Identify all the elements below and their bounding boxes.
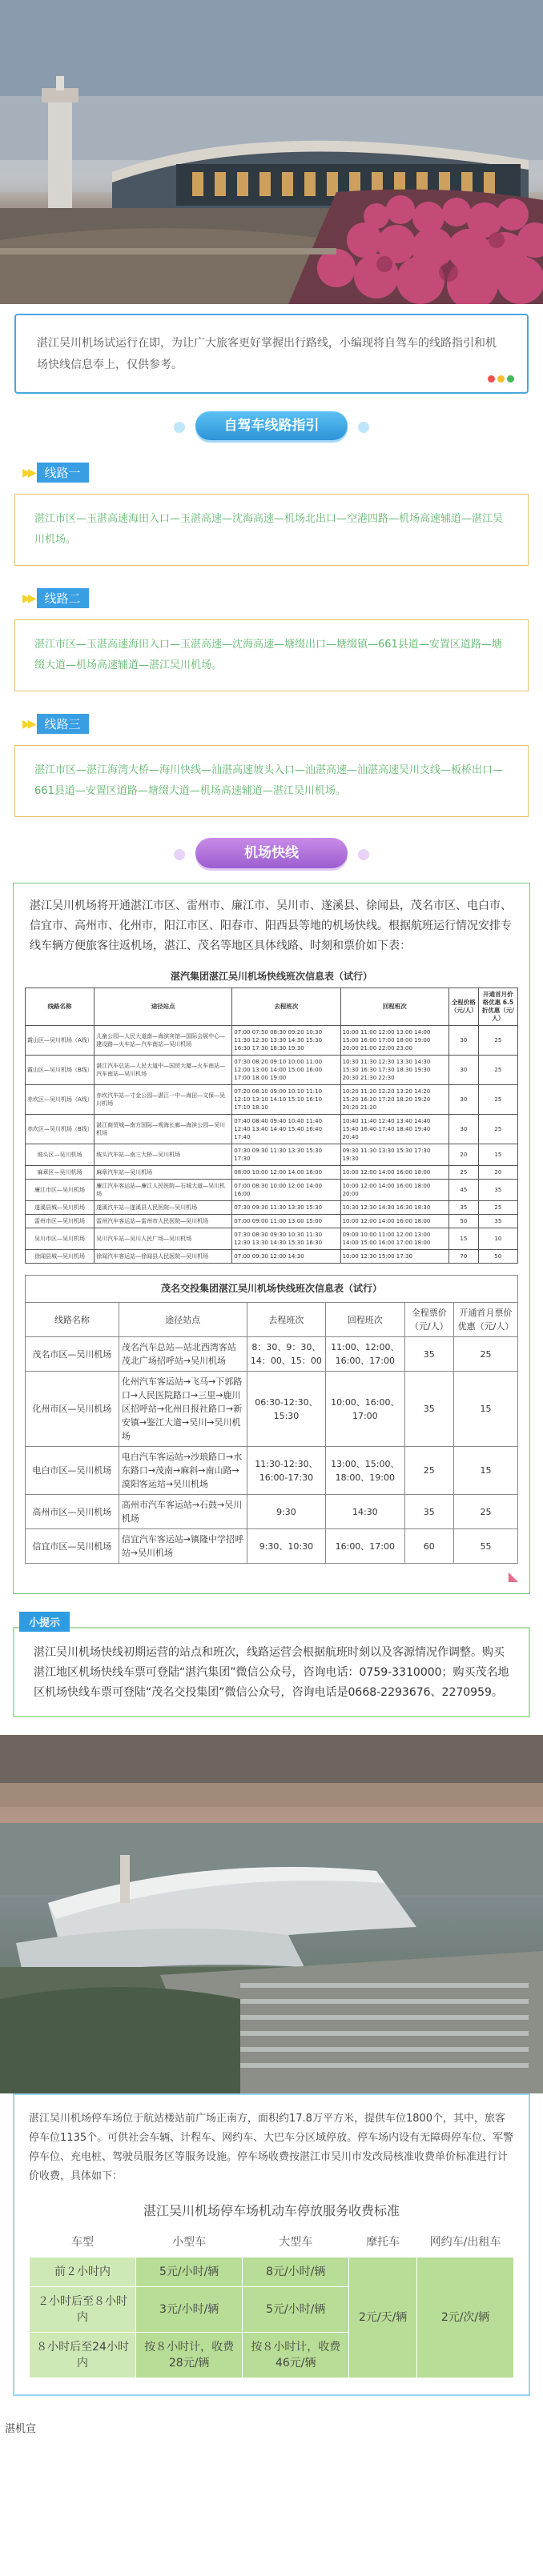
table-row <box>26 1201 518 1215</box>
table-cell: 廉江市区—吴川机场 <box>26 1180 95 1201</box>
parking-row <box>30 2258 514 2287</box>
table2-header-cell: 去程班次 <box>247 1303 325 1337</box>
parking-header-cell: 摩托车 <box>349 2228 417 2258</box>
table-row <box>26 1180 518 1201</box>
table-cell: 电白市区—吴川机场 <box>26 1447 119 1495</box>
table-cell: 50 <box>448 1215 478 1228</box>
table-cell: 09:30 11:30 13:30 15:30 17:30 19:30 <box>340 1144 448 1166</box>
route-2-text: 湛江市区—玉湛高速海田入口—玉湛高速—沈海高速—塘缀出口—塘缀镇—661县道—安置区道路—塘缀大道—机场高速辅道—湛江吴川机场。 <box>14 619 529 691</box>
parking-cell: 按８小时计，收费28元/辆 <box>136 2333 243 2378</box>
table-cell: 茂名汽车总站—站北西湾客站茂北广场招呼站→吴川机场 <box>119 1337 247 1372</box>
express-text: 湛江吴川机场将开通湛江市区、雷州市、廉江市、吴川市、遂溪县、徐闻县，茂名市区、电白市、信宜市、高州市、化州市，阳江市区、阳春市、阳西县等地的机场快线。根据航班运行情况安排专线车辆方便旅客往返机场，湛江、茂名等地区具体线路、时刻和票价如下表： <box>30 899 512 952</box>
parking-header-row <box>30 2228 514 2258</box>
table-row <box>26 1250 518 1264</box>
table-cell: 15 <box>478 1144 517 1166</box>
table-cell: 10:00 12:00 14:00 16:00 18:00 20:00 <box>340 1180 448 1201</box>
table-cell: 07:00 09:30 12:00 14:30 <box>232 1250 340 1264</box>
table-cell: 信宜市区—吴川机场 <box>26 1529 119 1564</box>
table-cell: 60 <box>404 1529 454 1564</box>
table-cell: 霞山区—吴川机场（B线） <box>26 1056 95 1085</box>
table-row <box>26 1026 518 1056</box>
table-cell: 10:30 11:30 12:30 13:30 14:30 15:30 16:30 17:30 18:30 19:30 20:30 21:30 22:30 <box>340 1056 448 1085</box>
table-cell: 70 <box>448 1250 478 1264</box>
table-cell: 25 <box>448 1166 478 1180</box>
table-cell: 55 <box>454 1529 518 1564</box>
footer-source: 湛机宣 <box>5 2423 37 2435</box>
table-cell: 赤坎区—吴川机场（B线） <box>26 1115 95 1144</box>
table-cell: 35 <box>404 1337 454 1372</box>
table1-header-row <box>26 988 518 1026</box>
table-cell: 10:00 12:00 14:00 16:00 18:00 <box>340 1215 448 1228</box>
parking-header-cell: 车型 <box>30 2228 136 2258</box>
table-row <box>26 1056 518 1085</box>
parking-header-cell: 小型车 <box>136 2228 243 2258</box>
table-cell: 赤坎区—吴川机场（A线） <box>26 1085 95 1115</box>
table-cell: 35 <box>478 1215 517 1228</box>
table-cell: 15 <box>454 1372 518 1447</box>
table-cell: 廉江汽车客运站—廉江人民医院—石城大道—吴川机场 <box>95 1180 232 1201</box>
table-cell: 湛江汽车总站—人民大道中—国贸大厦—火车南站—汽车南站—吴川机场 <box>95 1056 232 1085</box>
table-cell: 35 <box>448 1201 478 1215</box>
table-cell: 30 <box>448 1026 478 1056</box>
table-cell: 10:20 11:20 12:20 13:20 14:20 15:20 16:20 17:20 18:20 19:20 20:20 21:20 <box>340 1085 448 1115</box>
table-row <box>26 1085 518 1115</box>
table-cell: 10 <box>478 1228 517 1250</box>
table-cell: 10:00 11:00 12:00 13:00 14:00 15:00 16:00 17:00 18:00 19:00 20:00 21:00 22:00 23:00 <box>340 1026 448 1056</box>
table-cell: 35 <box>478 1180 517 1201</box>
table-cell: 9:30 <box>247 1495 325 1529</box>
table-cell: 雷州汽车客运站—雷州市人民医院—吴川机场 <box>95 1215 232 1228</box>
table-cell: 25 <box>478 1056 517 1085</box>
parking-cell: ８小时后至24小时内 <box>30 2333 136 2378</box>
table-cell: 25 <box>404 1447 454 1495</box>
table-cell: 茂名市区—吴川机场 <box>26 1337 119 1372</box>
table-cell: 9:30、10:30 <box>247 1529 325 1564</box>
table-cell: 10:00 12:00 14:00 16:00 18:00 <box>340 1166 448 1180</box>
table-cell: 35 <box>404 1372 454 1447</box>
parking-header-cell: 大型车 <box>243 2228 349 2258</box>
table-cell: 高州市区—吴川机场 <box>26 1495 119 1529</box>
table-row <box>26 1144 518 1166</box>
intro-box <box>14 314 529 394</box>
table-cell: 电白汽车客运站→沙琅路口→水东路口→茂南→麻斜→南山路→漠阳客运站→吴川机场 <box>119 1447 247 1495</box>
table-cell: 吴川汽车站—吴川人民广场—吴川机场 <box>95 1228 232 1250</box>
parking-box <box>13 2093 530 2396</box>
table-cell: 30 <box>448 1056 478 1085</box>
parking-cell: 5元/小时/辆 <box>136 2258 243 2287</box>
table-cell: 徐闻县城—吴川机场 <box>26 1250 95 1264</box>
parking-cell: 按８小时计，收费46元/辆 <box>243 2333 349 2378</box>
self-drive-section-title: 自驾车线路指引 <box>195 411 348 440</box>
parking-cell: 3元/小时/辆 <box>136 2287 243 2333</box>
dot-yellow <box>497 375 505 383</box>
aerial-airport-illustration <box>0 1735 543 2093</box>
double-arrow-icon: ▶▶ <box>22 717 34 731</box>
parking-taxi-cell: 2元/次/辆 <box>416 2258 513 2378</box>
table-cell: 儿童公园—人民大道南—海滨宾馆—国际会展中心—建设路—火车站—汽车南站—吴川机场 <box>95 1026 232 1056</box>
table-cell: 10:40 11:40 12:40 13:40 14:40 15:40 16:40 17:40 18:40 19:40 20:40 <box>340 1115 448 1144</box>
table-cell: 10:00 12:30 15:00 17:30 <box>340 1250 448 1264</box>
route-1-header <box>22 463 543 483</box>
table-row <box>26 1215 518 1228</box>
table2-header-row <box>26 1303 518 1337</box>
table-cell: 霞山区—吴川机场（A线） <box>26 1026 95 1056</box>
parking-aerial-photo <box>0 1735 543 2093</box>
route-2-header <box>22 588 543 608</box>
table-row <box>26 1529 518 1564</box>
table1-title: 湛汽集团湛江吴川机场快线班次信息表（试行） <box>170 971 372 982</box>
table-cell: 07:30 08:30 09:30 10:30 11:30 12:30 13:30 14:30 15:30 16:30 <box>232 1228 340 1250</box>
dot-red <box>488 375 495 383</box>
table-cell: 25 <box>478 1201 517 1215</box>
route-3-tag: 线路三 <box>37 714 89 734</box>
table-cell: 35 <box>404 1495 454 1529</box>
table-cell: 化州汽车客运站→飞马→下郭路口→人民医院路口→三里→鹿川区招呼站→化州日报社路口→新安镇→鉴江大道→吴川→吴川机场 <box>119 1372 247 1447</box>
table-cell: 吴川市区—吴川机场 <box>26 1228 95 1250</box>
table-cell: 07:30 09:30 11:30 13:30 15:30 17:30 <box>232 1144 340 1166</box>
table-cell: 50 <box>478 1250 517 1264</box>
table-cell: 徐闻汽车客运站—徐闻县人民医院—吴川机场 <box>95 1250 232 1264</box>
route-3-text: 湛江市区—湛江海湾大桥—海川快线—汕湛高速坡头入口—汕湛高速—汕湛高速吴川支线—板桥出口—661县道—安置区道路—塘缀大道—机场高速辅道—湛江吴川机场。 <box>14 745 529 817</box>
table-cell: 化州市区—吴川机场 <box>26 1372 119 1447</box>
table-row <box>26 1166 518 1180</box>
double-arrow-icon: ▶▶ <box>22 466 34 479</box>
table-cell: 07:40 08:40 09:40 10:40 11:40 12:40 13:40 14:40 15:40 16:40 17:40 <box>232 1115 340 1144</box>
parking-cell: ２小时后至８小时内 <box>30 2287 136 2333</box>
table-cell: 遂溪县城—吴川机场 <box>26 1201 95 1215</box>
table-cell: 07:00 08:30 10:00 12:00 14:00 16:00 <box>232 1180 340 1201</box>
table-cell: 11:30-12:30、16:00-17:30 <box>247 1447 325 1495</box>
table2-header-cell: 全程票价（元/人） <box>404 1303 454 1337</box>
table-cell: 25 <box>478 1115 517 1144</box>
parking-cell: 8元/小时/辆 <box>243 2258 349 2287</box>
table-cell: 20 <box>448 1144 478 1166</box>
table-cell: 07:00 09:00 11:00 13:00 15:00 <box>232 1215 340 1228</box>
table-row <box>26 1495 518 1529</box>
table-row <box>26 1337 518 1372</box>
table-cell: 08:00 10:00 12:00 14:00 16:00 <box>232 1166 340 1180</box>
decoration-dots <box>485 374 517 384</box>
maoming-schedule-table <box>25 1275 518 1564</box>
table2-header-cell: 线路名称 <box>26 1303 119 1337</box>
route-3-header <box>22 714 543 734</box>
table-cell: 湛江商贸城—南方国际—观海长廊—海滨公园—吴川机场 <box>95 1115 232 1144</box>
route-3 <box>0 714 543 817</box>
table1-header-cell: 去程班次 <box>232 988 340 1026</box>
table-cell: 雷州市区—吴川机场 <box>26 1215 95 1228</box>
parking-fee-table <box>29 2227 514 2378</box>
hero-photo <box>0 0 543 304</box>
route-1-text: 湛江市区—玉湛高速海田入口—玉湛高速—沈海高速—机场北出口—空港四路—机场高速辅道—湛江吴川机场。 <box>14 494 529 566</box>
express-box <box>13 883 530 1594</box>
table-row <box>26 1115 518 1144</box>
table-cell: 25 <box>478 1026 517 1056</box>
table-cell: 06:30-12:30、15:30 <box>247 1372 325 1447</box>
corner-decoration-icon: ◣ <box>508 1568 518 1584</box>
table-cell: 坡头汽车站—南三大桥—吴川机场 <box>95 1144 232 1166</box>
table-cell: 07:30 09:30 11:30 13:30 15:30 <box>232 1201 340 1215</box>
table-cell: 07:00 07:50 08:30 09:20 10:30 11:30 12:30 13:30 14:30 15:30 16:30 17:30 18:30 19:30 <box>232 1026 340 1056</box>
table-cell: 09:00 10:00 11:00 12:00 13:00 14:00 15:00 16:00 17:00 18:00 <box>340 1228 448 1250</box>
table2-body <box>26 1337 518 1564</box>
table-row <box>26 1228 518 1250</box>
express-section-title: 机场快线 <box>195 838 348 868</box>
parking-cell: 前２小时内 <box>30 2258 136 2287</box>
table-cell: 30 <box>448 1085 478 1115</box>
table-cell: 10:30 12:30 14:30 16:30 18:30 <box>340 1201 448 1215</box>
table-cell: 07:20 08:10 09:00 10:10 11:10 12:10 13:10 14:10 15:10 16:10 17:10 18:10 <box>232 1085 340 1115</box>
parking-text: 湛江吴川机场停车场位于航站楼站前广场正南方，面积约17.8万平方米，提供车位1800个，其中，旅客停车位1135个。可供社会车辆、计程车、网约车、大巴车分区域停放。停车场内设有无障碍停车位、军警停车位、充电桩、驾驶员服务区等服务设施。停车场收费按湛江市吴川市发改局核准收费单价标准进行计价收费，具体如下： <box>29 2113 514 2182</box>
table-cell: 20 <box>478 1166 517 1180</box>
table-cell: 10:00、16:00、17:00 <box>326 1372 404 1447</box>
table2-header-cell: 途径站点 <box>119 1303 247 1337</box>
table1-header-cell: 途径站点 <box>95 988 232 1026</box>
dot-green <box>507 375 514 383</box>
table1-body <box>26 1026 518 1264</box>
table-cell: 45 <box>448 1180 478 1201</box>
table-cell: 赤坎汽车站—寸金公园—湛江一中—海田—文保—吴川机场 <box>95 1085 232 1115</box>
double-arrow-icon: ▶▶ <box>22 591 34 605</box>
table1-header-cell: 全程价格（元/人） <box>448 988 478 1026</box>
table-cell: 11:00、12:00、16:00、17:00 <box>326 1337 404 1372</box>
intro-text: 湛江吴川机场试运行在即，为让广大旅客更好掌握出行路线，小编现将自驾车的线路指引和机场快线信息奉上，仅供参考。 <box>37 337 497 371</box>
parking-cell: 5元/小时/辆 <box>243 2287 349 2333</box>
table-cell: 16:00、17:00 <box>326 1529 404 1564</box>
table2-header-cell: 回程班次 <box>326 1303 404 1337</box>
route-2 <box>0 588 543 691</box>
parking-table-title: 湛江吴川机场停车场机动车停放服务收费标准 <box>143 2203 400 2218</box>
table-cell: 信宜汽车客运站→镇隆中学招呼站→吴川机场 <box>119 1529 247 1564</box>
zhanqi-schedule-table <box>25 988 518 1264</box>
table-row <box>26 1372 518 1447</box>
table-cell: 25 <box>478 1085 517 1115</box>
table-cell: 13:00、15:00、18:00、19:00 <box>326 1447 404 1495</box>
parking-header-cell: 网约车/出租车 <box>416 2228 513 2258</box>
table-cell: 坡头区—吴川机场 <box>26 1144 95 1166</box>
table-cell: 25 <box>454 1495 518 1529</box>
tip-text: 湛江吴川机场快线初期运营的站点和班次，线路运营会根据航班时刻以及客源情况作调整。购买湛江地区机场快线车票可登陆“湛汽集团”微信公众号，咨询电话：0759-3310000；购买茂名地区机场快线车票可登陆“茂名交投集团”微信公众号，咨询电话是0668-2293676、2270959。 <box>13 1627 530 1717</box>
table1-header-cell: 线路名称 <box>26 988 95 1026</box>
airport-terminal-illustration <box>0 0 543 304</box>
route-1-tag: 线路一 <box>37 463 89 483</box>
route-2-tag: 线路二 <box>37 588 89 608</box>
table2-title: 茂名交投集团湛江吴川机场快线班次信息表（试行） <box>26 1276 518 1303</box>
table-cell: 30 <box>448 1115 478 1144</box>
table-cell: 麻章汽车站—吴川机场 <box>95 1166 232 1180</box>
tip-box <box>13 1612 530 1717</box>
table1-header-cell: 开通首月价格优惠 6.5折优惠（元/人） <box>478 988 517 1026</box>
table-cell: 07:30 08:20 09:10 10:00 11:00 12:00 13:00 14:00 15:00 16:00 17:00 18:00 19:00 <box>232 1056 340 1085</box>
table-cell: 遂溪汽车站—遂溪县人民医院—吴川机场 <box>95 1201 232 1215</box>
route-1 <box>0 463 543 566</box>
tip-label: 小提示 <box>19 1612 70 1632</box>
table1-header-cell: 回程班次 <box>340 988 448 1026</box>
parking-moto-cell: 2元/天/辆 <box>349 2258 417 2378</box>
table2-header-cell: 开通首月票价优惠（元/人） <box>454 1303 518 1337</box>
table-cell: 25 <box>454 1337 518 1372</box>
table-cell: 高州市汽车客运站→石鼓→吴川机场 <box>119 1495 247 1529</box>
table-cell: 15 <box>448 1228 478 1250</box>
table-cell: 15 <box>454 1447 518 1495</box>
table-cell: 麻章区—吴川机场 <box>26 1166 95 1180</box>
table-cell: 14:30 <box>326 1495 404 1529</box>
table-row <box>26 1447 518 1495</box>
table-cell: 8：30、9：30、14：00、15：00 <box>247 1337 325 1372</box>
